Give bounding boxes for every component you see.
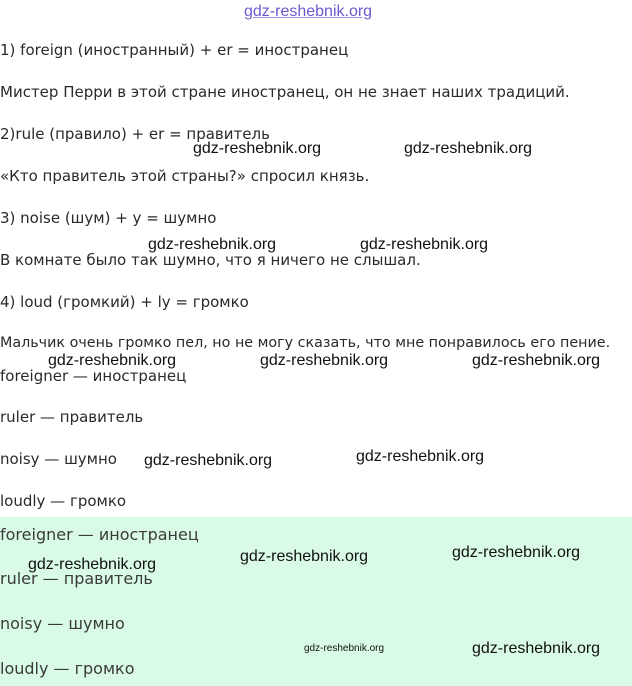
answer-block [0, 517, 632, 686]
answer-line: foreigner — иностранец [0, 525, 199, 544]
text-line: В комнате было так шумно, что я ничего не слышал. [0, 251, 421, 269]
watermark: gdz-reshebnik.org [304, 643, 385, 654]
text-line: noisy — шумно [0, 450, 117, 468]
watermark: gdz-reshebnik.org [260, 352, 389, 369]
header-watermark[interactable]: gdz-reshebnik.org [244, 3, 373, 20]
text-line: 2)rule (правило) + er = правитель [0, 125, 270, 143]
text-line: «Кто правитель этой страны?» спросил князь. [0, 167, 370, 185]
answer-line: ruler — правитель [0, 569, 153, 588]
text-line: loudly — громко [0, 492, 127, 510]
watermark: gdz-reshebnik.org [356, 448, 485, 465]
text-line: Мальчик очень громко пел, но не могу сказать, что мне понравилось его пение. [0, 335, 611, 351]
text-line: ruler — правитель [0, 408, 144, 426]
watermark: gdz-reshebnik.org [148, 236, 277, 253]
watermark: gdz-reshebnik.org [472, 640, 601, 657]
text-line: 3) noise (шум) + y = шумно [0, 209, 217, 227]
answer-line: loudly — громко [0, 659, 135, 678]
watermark: gdz-reshebnik.org [144, 452, 273, 469]
watermark: gdz-reshebnik.org [404, 140, 533, 157]
watermark: gdz-reshebnik.org [360, 236, 489, 253]
watermark: gdz-reshebnik.org [28, 556, 157, 573]
watermark: gdz-reshebnik.org [240, 548, 369, 565]
watermark: gdz-reshebnik.org [452, 544, 581, 561]
watermark: gdz-reshebnik.org [48, 352, 177, 369]
text-line: 1) foreign (иностранный) + er = иностранец [0, 41, 349, 59]
text-line: 4) loud (громкий) + ly = громко [0, 293, 249, 311]
answer-line: noisy — шумно [0, 614, 125, 633]
text-line: foreigner — иностранец [0, 367, 187, 385]
watermark: gdz-reshebnik.org [193, 140, 322, 157]
watermark: gdz-reshebnik.org [472, 352, 601, 369]
text-line: Мистер Перри в этой стране иностранец, он не знает наших традиций. [0, 83, 570, 101]
